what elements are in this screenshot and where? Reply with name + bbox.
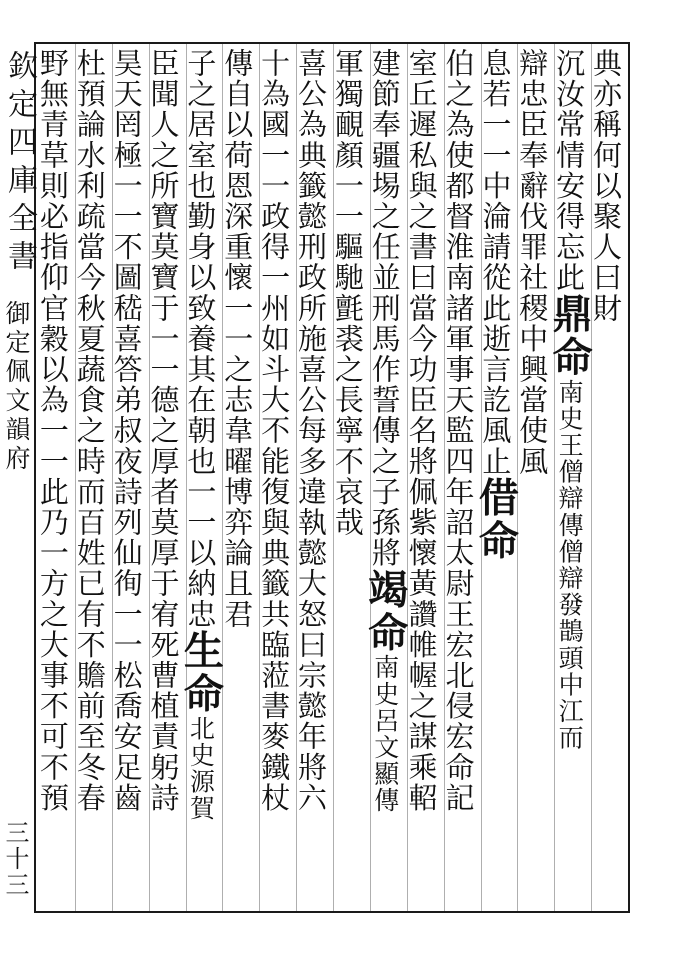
- column-text: 伯之為使都督淮南諸軍事天監四年詔太尉王宏北侵宏命記: [441, 48, 476, 813]
- headword: 竭命: [361, 568, 409, 655]
- column-text: 沉汝常情安得忘此: [552, 48, 587, 293]
- column-rule: [407, 44, 408, 911]
- column-note: 南史王僧辯傳僧辯發鵲頭中江而: [555, 378, 585, 752]
- column-text: 辯忠臣奉辭伐罪社稷中興當使風: [515, 48, 550, 477]
- book-title: 欽定四庫全書: [2, 50, 37, 278]
- column-rule: [186, 44, 187, 911]
- page-number: 三十三: [1, 820, 29, 898]
- column-rule: [75, 44, 76, 911]
- column-note: 北史源賀: [186, 715, 216, 822]
- column-text: 子之居室也勤身以致養其在朝也一一以納忠: [183, 48, 218, 630]
- column-text: 杜預論水利疏當今秋夏蔬食之時而百姓已有不贍前至冬春: [72, 48, 107, 813]
- column-rule: [370, 44, 371, 911]
- book-subtitle: 御定佩文韻府: [2, 300, 31, 474]
- column-rule: [444, 44, 445, 911]
- column-text: 息若一一中淪請從此逝言訖風止: [478, 48, 513, 477]
- text-column: [296, 42, 333, 913]
- column-rule: [222, 44, 223, 911]
- column-rule: [481, 44, 482, 911]
- text-column: [441, 42, 481, 913]
- column-text: 典亦稱何以聚人曰財: [589, 48, 623, 324]
- column-text: 建節奉疆埸之任並刑馬作誓傳之子孫將: [367, 48, 402, 569]
- text-column: [591, 42, 628, 913]
- headword: 生命: [177, 629, 225, 716]
- column-rule: [112, 44, 113, 911]
- text-column: [259, 42, 296, 913]
- text-column: [361, 42, 409, 913]
- column-rule: [333, 44, 334, 911]
- column-rule: [591, 44, 592, 911]
- headword: 鼎命: [546, 292, 594, 379]
- headword: 借命: [472, 476, 520, 563]
- text-column: [109, 42, 149, 913]
- column-rule: [259, 44, 260, 911]
- column-text: 軍獨靦顏一一驅馳氈裘之長寧不哀哉: [330, 48, 365, 538]
- column-text: 十為國一一政得一州如斗大不能復與典籤共臨蒞書麥鐵杖: [257, 48, 292, 813]
- column-text: 室丘遲私與之書曰當今功臣名將佩紫懷黃讚帷幄之謀乘軺: [404, 48, 439, 813]
- column-note: 南史呂文顯傳: [370, 654, 400, 814]
- column-text: 臣聞人之所寶莫寶于一一德之厚者莫厚于宥死曹植責躬詩: [146, 48, 181, 813]
- column-text: 野無青草則必指仰官穀以為一一此乃一方之大事不可不預: [35, 48, 70, 813]
- column-rule: [149, 44, 150, 911]
- text-column: [35, 42, 75, 913]
- column-text: 昊天罔極一一不圖嵇喜答弟叔夜詩列仙徇一一松喬安足齒: [109, 48, 144, 813]
- text-column: [146, 42, 186, 913]
- text-column: [72, 42, 112, 913]
- text-column: [404, 42, 444, 913]
- column-text: 傳自以荷恩深重懷一一之志韋曜博弈論且君: [220, 48, 255, 630]
- column-rule: [296, 44, 297, 911]
- column-text: 喜公為典籤懿刑政所施喜公每多違執懿大怒曰宗懿年將六: [294, 48, 328, 813]
- text-column: [222, 42, 259, 913]
